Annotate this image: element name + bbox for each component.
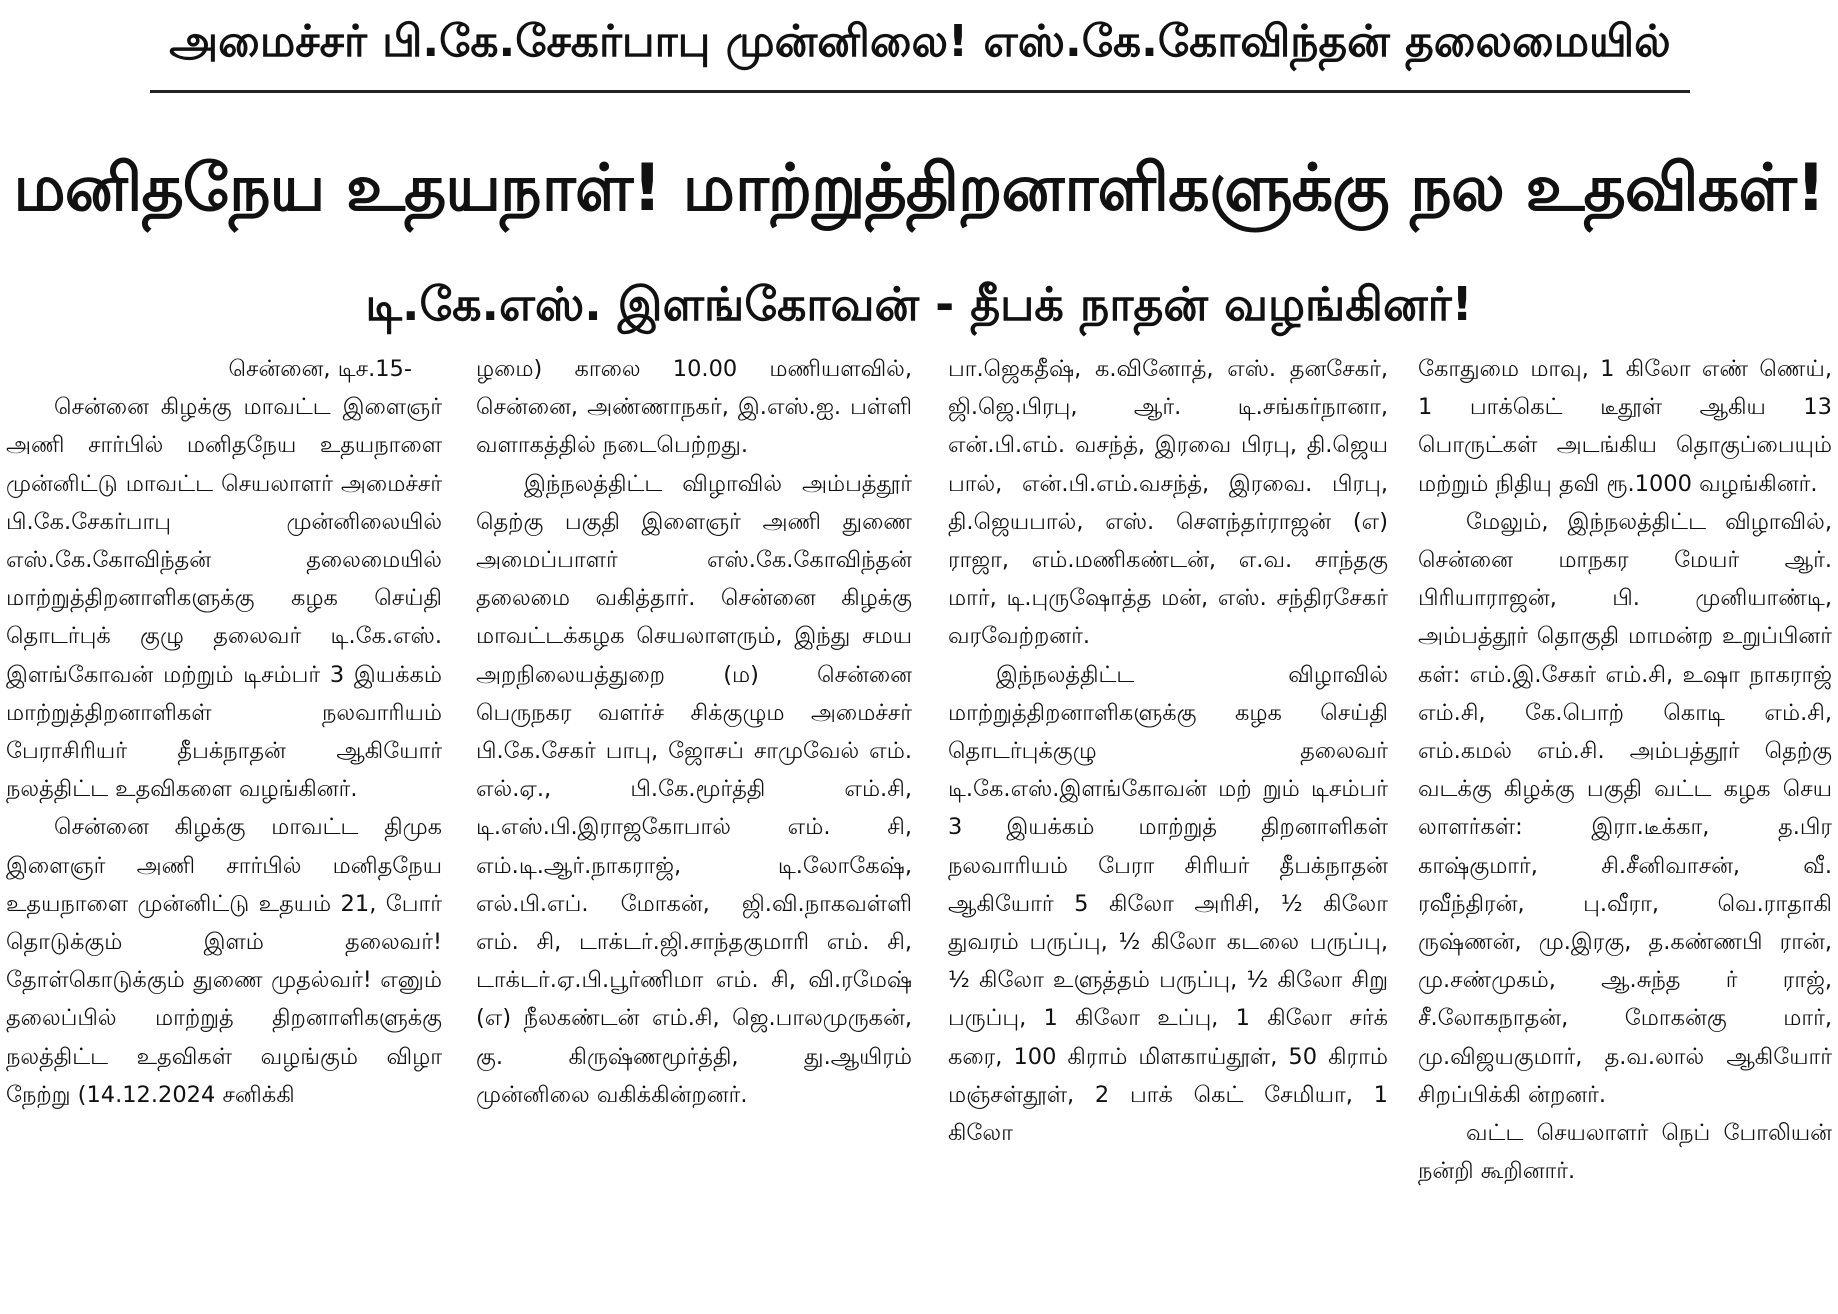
dateline: சென்னை, டிச.15- <box>228 356 412 382</box>
paragraph: சென்னை கிழக்கு மாவட்ட திமுக இளைஞர் அணி சார்பில் மனிதநேய உதயநாளை முன்னிட்டு உதயம் 21, போர் தொடுக்கும் இளம் தலைவர்! தோள்கொடுக்கும் துணை முதல்வர்! எனும் தலைப்பில் மாற்றுத் திறனாளிகளுக்கு நலத்திட்ட உதவிகள் வழங்கும் விழா நேற்று (14.12.2024 சனிக்கி <box>6 814 442 1108</box>
paragraph: இந்நலத்திட்ட விழாவில் மாற்றுத்திறனாளிகளுக்கு கழக செய்தி தொடர்புக்குழு தலைவர் டி.கே.எஸ்.இளங்கோவன் மற் றும் டிசம்பர் 3 இயக்கம் மாற்றுத் திறனாளிகள் நலவாரியம் பேரா சிரியர் தீபக்நாதன் ஆகியோர் 5 கிலோ அரிசி, ½ கிலோ துவரம் பருப்பு, ½ கிலோ கடலை பருப்பு, ½ கிலோ உளுத்தம் பருப்பு, ½ கிலோ சிறு பருப்பு, 1 கிலோ உப்பு, 1 கிலோ சர்க் கரை, 100 கிராம் மிளகாய்தூள், 50 கிராம் மஞ்சள்தூள், 2 பாக் கெட் சேமியா, 1 கிலோ <box>948 661 1388 1147</box>
article-column-4 <box>1418 350 1832 1305</box>
article-column-2 <box>476 350 912 1305</box>
kicker-rule <box>150 90 1690 93</box>
subheadline: டி.கே.எஸ். இளங்கோவன் - தீபக் நாதன் வழங்கினர்! <box>365 276 1473 331</box>
kicker-headline: அமைச்சர் பி.கே.சேகர்பாபு முன்னிலை! எஸ்.கே.கோவிந்தன் தலைமையில் <box>169 15 1671 67</box>
paragraph: ழமை) காலை 10.00 மணியளவில், சென்னை, அண்ணாநகர், இ.எஸ்.ஐ. பள்ளி வளாகத்தில் நடைபெற்றது. <box>476 356 912 459</box>
paragraph: சென்னை கிழக்கு மாவட்ட இளைஞர் அணி சார்பில் மனிதநேய உதயநாளை முன்னிட்டு மாவட்ட செயலாளர் அமைச்சர் பி.கே.சேகர்பாபு முன்னிலையில் எஸ்.கே.கோவிந்தன் தலைமையில் மாற்றுத்திறனாளிகளுக்கு கழக செய்தி தொடர்புக் குழு தலைவர் டி.கே.எஸ். இளங்கோவன் மற்றும் டிசம்பர் 3 இயக்கம் மாற்றுத்திறனாளிகள் நலவாரியம் பேராசிரியர் தீபக்நாதன் ஆகியோர் நலத்திட்ட உதவிகளை வழங்கினர். <box>6 394 442 803</box>
paragraph: வட்ட செயலாளர் நெப் போலியன் நன்றி கூறினார். <box>1418 1120 1832 1185</box>
article-column-3 <box>948 350 1388 1305</box>
article-column-1 <box>6 350 442 1305</box>
main-headline: மனிதநேய உதயநாள்! மாற்றுத்திறனாளிகளுக்கு நல உதவிகள்! <box>13 151 1825 226</box>
paragraph: பா.ஜெகதீஷ், க.வினோத், எஸ். தனசேகர், ஜி.ஜெ.பிரபு, ஆர். டி.சங்கர்நானா, என்.பி.எம். வசந்த், இரவை பிரபு, தி.ஜெய பால், என்.பி.எம்.வசந்த், இரவை. பிரபு, தி.ஜெயபால், எஸ். சௌந்தர்ராஜன் (எ) ராஜா, எம்.மணிகண்டன், எ.வ. சாந்தகு மார், டி.புருஷோத்த மன், எஸ். சந்திரசேகர் வரவேற்றனர். <box>948 356 1388 650</box>
paragraph: இந்நலத்திட்ட விழாவில் அம்பத்தூர் தெற்கு பகுதி இளைஞர் அணி துணை அமைப்பாளர் எஸ்.கே.கோவிந்தன் தலைமை வகித்தார். சென்னை கிழக்கு மாவட்டக்கழக செயலாளரும், இந்து சமய அறநிலையத்துறை (ம) சென்னை பெருநகர வளர்ச் சிக்குழும அமைச்சர் பி.கே.சேகர் பாபு, ஜோசப் சாமுவேல் எம். எல்.ஏ., பி.கே.மூர்த்தி எம்.சி, டி.எஸ்.பி.இராஜகோபால் எம். சி, எம்.டி.ஆர்.நாகராஜ், டி.லோகேஷ், எல்.பி.எப். மோகன், ஜி.வி.நாகவள்ளி எம். சி, டாக்டர்.ஜி.சாந்தகுமாரி எம். சி, டாக்டர்.ஏ.பி.பூர்ணிமா எம். சி, வி.ரமேஷ் (எ) நீலகண்டன் எம்.சி, ஜெ.பாலமுருகன், கு. கிருஷ்ணமூர்த்தி, து.ஆயிரம் முன்னிலை வகிக்கின்றனர். <box>476 470 912 1108</box>
article-body <box>0 350 1838 1305</box>
paragraph: கோதுமை மாவு, 1 கிலோ எண் ணெய், 1 பாக்கெட் டீதூள் ஆகிய 13 பொருட்கள் அடங்கிய தொகுப்பையும் மற்றும் நிதியு தவி ரூ.1000 வழங்கினர். <box>1418 356 1832 497</box>
paragraph: மேலும், இந்நலத்திட்ட விழாவில், சென்னை மாநகர மேயர் ஆர். பிரியாராஜன், பி. முனியாண்டி, அம்பத்தூர் தொகுதி மாமன்ற உறுப்பினர் கள்: எம்.இ.சேகர் எம்.சி, உஷா நாகராஜ் எம்.சி, கே.பொற் கொடி எம்.சி, எம்.கமல் எம்.சி. அம்பத்தூர் தெற்கு வடக்கு கிழக்கு பகுதி வட்ட கழக செய லாளர்கள்: இரா.டீக்கா, த.பிர காஷ்குமார், சி.சீனிவாசன், வீ. ரவீந்திரன், பு.வீரா, வெ.ராதாகி ருஷ்ணன், மு.இரகு, த.கண்ணபி ரான், மு.சண்முகம், ஆ.சுந்த ர் ராஜ், சீ.லோகநாதன், மோகன்கு மார், மு.விஜயகுமார், த.வ.லால் ஆகியோர் சிறப்பிக்கி ன்றனர். <box>1418 508 1832 1108</box>
